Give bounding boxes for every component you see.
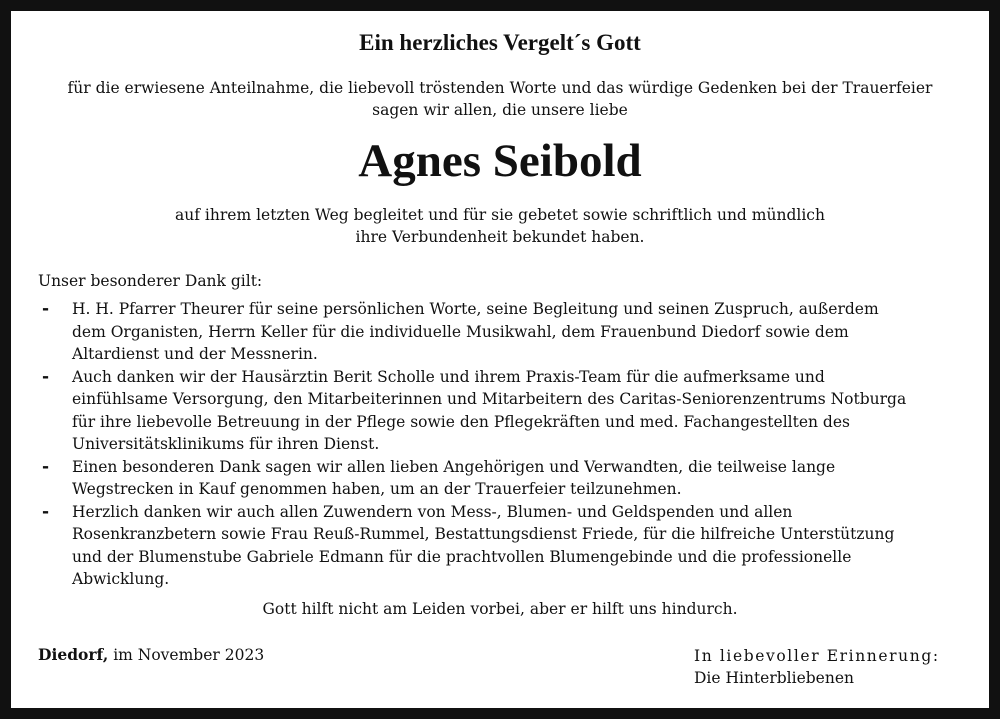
signature-line-2: Die Hinterbliebenen xyxy=(694,669,854,687)
list-item-line: Universitätsklinikums für ihren Dienst. xyxy=(72,435,380,453)
thanks-list xyxy=(38,298,968,591)
signature-block xyxy=(694,645,940,689)
after-line-1: auf ihrem letzten Weg begleitet und für sie gebetet sowie schriftlich und mündlich xyxy=(175,206,825,224)
dash-bullet-icon: - xyxy=(42,501,50,522)
closing-motto: Gott hilft nicht am Leiden vorbei, aber er hilft uns hindurch. xyxy=(262,600,738,618)
list-item-line: Einen besonderen Dank sagen wir allen lieben Angehörigen und Verwandten, die teilweise lange xyxy=(72,457,836,476)
list-item-line: Abwicklung. xyxy=(72,570,170,588)
list-item-line: und der Blumenstube Gabriele Edmann für die prachtvollen Blumengebinde und die professionelle xyxy=(72,547,852,566)
dash-bullet-icon: - xyxy=(42,456,50,477)
list-item xyxy=(38,298,968,366)
intro-line-1: für die erwiesene Anteilnahme, die liebevoll tröstenden Worte und das würdige Gedenken bei der Trauerfeier xyxy=(67,79,933,97)
list-item-line: Rosenkranzbetern sowie Frau Reuß-Rummel, Bestattungsdienst Friede, für die hilfreiche Unterstützung xyxy=(72,525,895,543)
list-item-line: H. H. Pfarrer Theurer für seine persönlichen Worte, seine Begleitung und seinen Zuspruch, außerdem xyxy=(72,300,879,318)
deceased-name: Agnes Seibold xyxy=(358,135,642,187)
thanks-label: Unser besonderer Dank gilt: xyxy=(38,272,263,290)
signature-line-1: In liebevoller Erinnerung: xyxy=(694,647,940,665)
place-date-text: im November 2023 xyxy=(113,646,265,664)
list-item xyxy=(38,366,968,456)
intro-text xyxy=(0,77,1000,121)
notice-heading: Ein herzliches Vergelt´s Gott xyxy=(359,30,641,55)
place-date xyxy=(38,644,264,666)
intro-line-2: sagen wir allen, die unsere liebe xyxy=(372,101,628,119)
dash-bullet-icon: - xyxy=(42,299,50,319)
place-town: Diedorf, xyxy=(38,645,109,664)
list-item-line: Herzlich danken wir auch allen Zuwendern von Mess-, Blumen- und Geldspenden und allen xyxy=(72,502,793,521)
after-text xyxy=(0,204,1000,248)
list-item xyxy=(38,456,968,501)
list-item-line: Altardienst und der Messnerin. xyxy=(72,345,318,363)
after-line-2: ihre Verbundenheit bekundet haben. xyxy=(355,228,645,246)
list-item-line: für ihre liebevolle Betreuung in der Pflege sowie den Pflegekräften und med. Fachangestellten des xyxy=(72,412,850,431)
list-item xyxy=(38,501,968,591)
list-item-line: dem Organisten, Herrn Keller für die individuelle Musikwahl, dem Frauenbund Diedorf sowie dem xyxy=(72,322,849,341)
list-item-line: Wegstrecken in Kauf genommen haben, um an der Trauerfeier teilzunehmen. xyxy=(72,480,682,498)
dash-bullet-icon: - xyxy=(42,366,50,387)
list-item-line: einfühlsame Versorgung, den Mitarbeiterinnen und Mitarbeitern des Caritas-Seniorenzentrums Notburga xyxy=(72,390,907,408)
list-item-line: Auch danken wir der Hausärztin Berit Scholle und ihrem Praxis-Team für die aufmerksame und xyxy=(72,367,825,386)
